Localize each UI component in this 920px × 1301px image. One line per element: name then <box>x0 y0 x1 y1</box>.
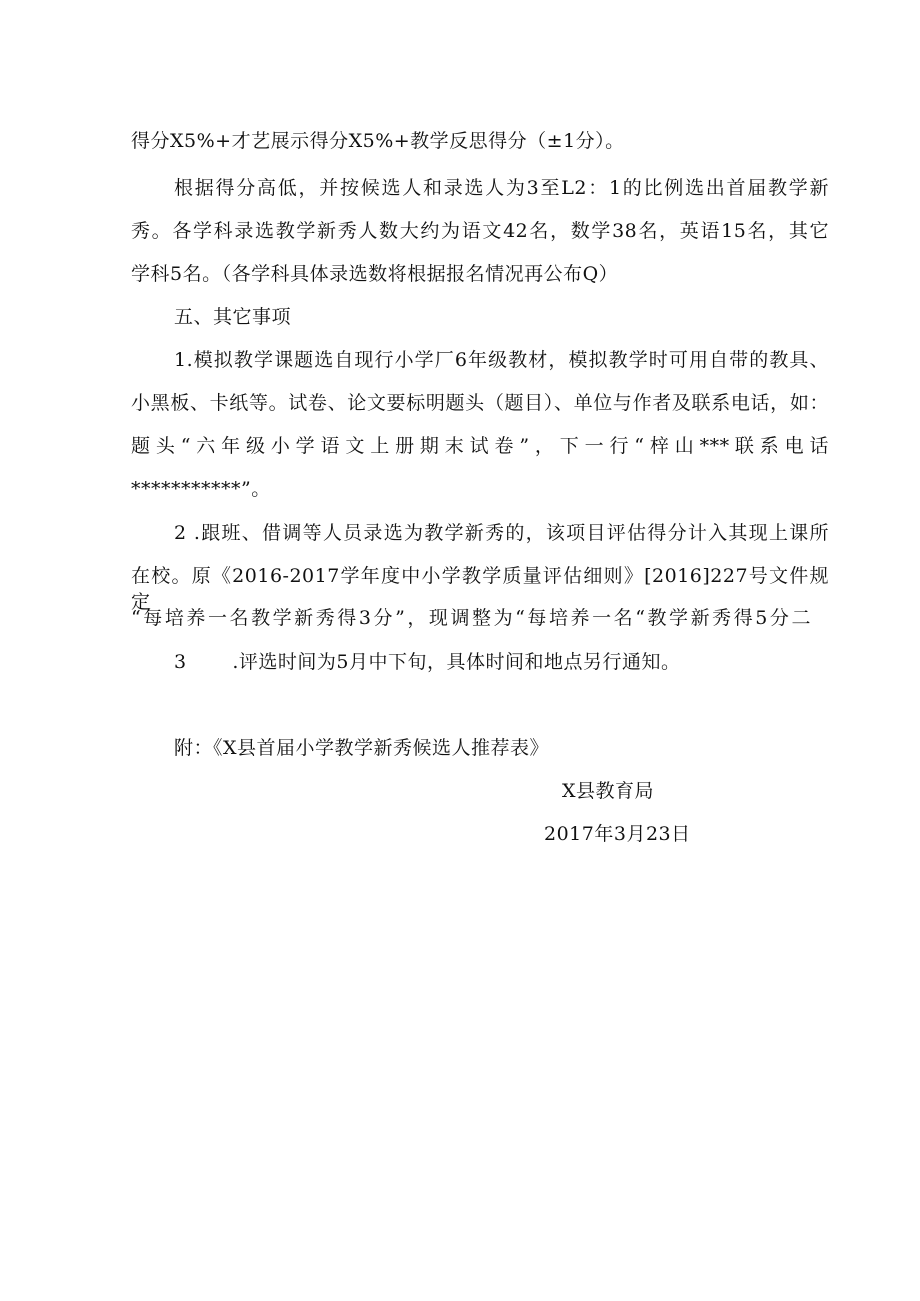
text-line-12: “每培养一名教学新秀得3分”，现调整为“每培养一名“教学新秀得5分二 <box>131 607 811 629</box>
signature-organization: X县教育局 <box>562 780 655 802</box>
text-line-6: 1.模拟教学课题选自现行小学厂6年级教材，模拟教学时可用自带的教具、 <box>174 349 829 371</box>
signature-date: 2017年3月23日 <box>544 823 691 845</box>
text-line-2: 根据得分高低，并按候选人和录选人为3至L2：1的比例选出首届教学新 <box>174 177 829 199</box>
section-heading: 五、其它事项 <box>174 306 292 328</box>
text-line-13: 3 .评选时间为5月中下旬，具体时间和地点另行通知。 <box>174 651 681 673</box>
text-line-3: 秀。各学科录选教学新秀人数大约为语文42名，数学38名，英语15名，其它 <box>131 220 829 242</box>
text-line-11: 在校。原《2016-2017学年度中小学教学质量评估细则》[2016]227号文件规定 <box>131 565 829 613</box>
text-line-7: 小黑板、卡纸等。试卷、论文要标明题头（题目）、单位与作者及联系电话，如： <box>131 392 829 414</box>
text-line-1: 得分X5%+才艺展示得分X5%+教学反思得分（±1分）。 <box>131 130 625 152</box>
text-line-8: 题头“六年级小学语文上册期末试卷”，下一行“梓山***联系电话 <box>131 435 829 457</box>
text-line-4: 学科5名。（各学科具体录选数将根据报名情况再公布Q） <box>131 263 619 285</box>
text-line-9: ***********”。 <box>131 478 271 500</box>
attachment-line: 附：《X县首届小学教学新秀候选人推荐表》 <box>174 737 550 759</box>
text-line-10: 2 .跟班、借调等人员录选为教学新秀的，该项目评估得分计入其现上课所 <box>174 522 829 544</box>
